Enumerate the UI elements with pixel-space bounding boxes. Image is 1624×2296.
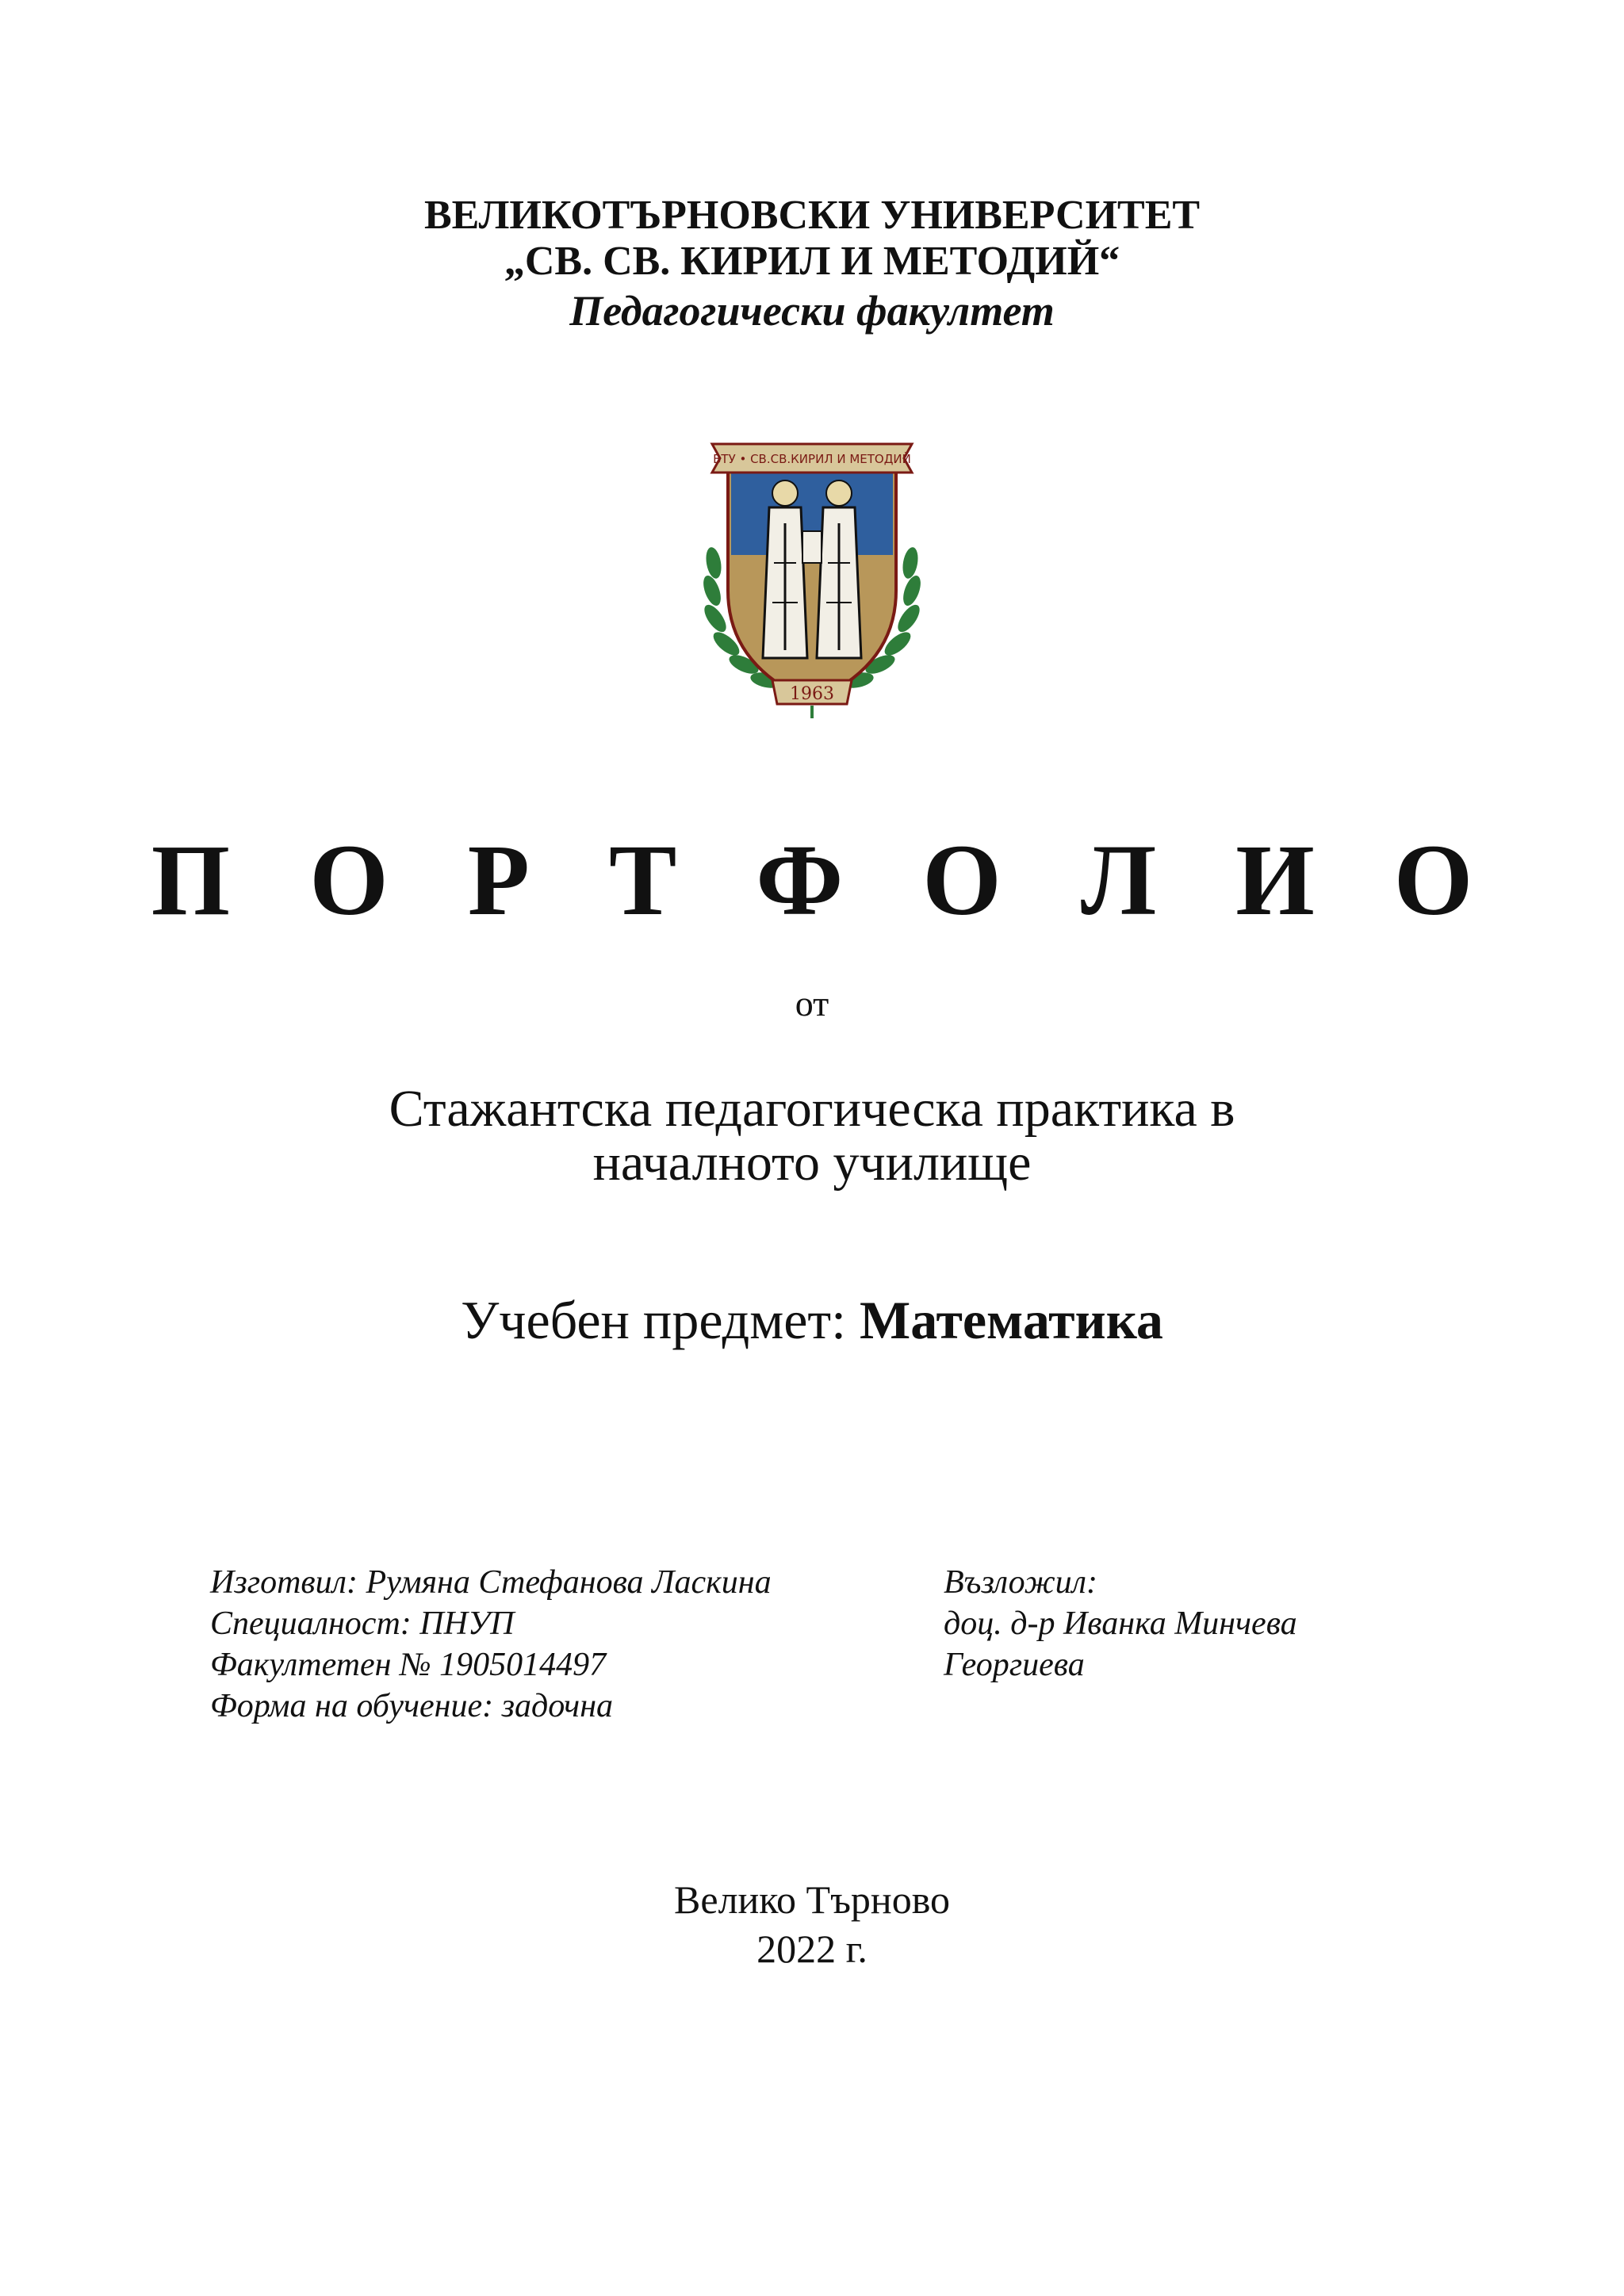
supervisor-name-line2: Георгиева (944, 1647, 1085, 1683)
author-info (210, 1562, 772, 1727)
practice-title-line2: началното училище (592, 1134, 1032, 1192)
footer (0, 1875, 1624, 1973)
supervisor-label: Възложил: (944, 1564, 1097, 1601)
specialty: Специалност: ПНУП (210, 1605, 515, 1642)
prepared-by: Изготвил: Румяна Стефанова Ласкина (210, 1564, 772, 1601)
footer-year: 2022 г. (756, 1927, 868, 1971)
university-name-line1: ВЕЛИКОТЪРНОВСКИ УНИВЕРСИТЕТ (423, 193, 1201, 238)
faculty-name: Педагогически факултет (569, 287, 1055, 335)
university-name-line2: „СВ. СВ. КИРИЛ И МЕТОДИЙ“ (504, 239, 1120, 284)
supervisor-name-line1: доц. д-р Иванка Минчева (944, 1605, 1297, 1642)
supervisor-info (944, 1562, 1297, 1686)
crest-ribbon-text: ВТУ • СВ.СВ.КИРИЛ И МЕТОДИЙ (713, 452, 911, 466)
footer-city: Велико Търново (674, 1877, 950, 1922)
university-header (0, 193, 1624, 337)
from-label: от (795, 983, 829, 1024)
crest-year: 1963 (790, 684, 834, 704)
subject-label: Учебен предмет: (461, 1290, 860, 1350)
document-title: П О Р Т Ф О Л И О (151, 824, 1500, 936)
subject-value: Математика (860, 1290, 1163, 1350)
practice-title (0, 1082, 1624, 1190)
subject-line (0, 1288, 1624, 1352)
faculty-number: Факултетен № 1905014497 (210, 1647, 607, 1683)
university-crest-icon (696, 428, 928, 721)
practice-title-line1: Стажантска педагогическа практика в (389, 1080, 1235, 1138)
study-form: Форма на обучение: задочна (210, 1688, 614, 1724)
